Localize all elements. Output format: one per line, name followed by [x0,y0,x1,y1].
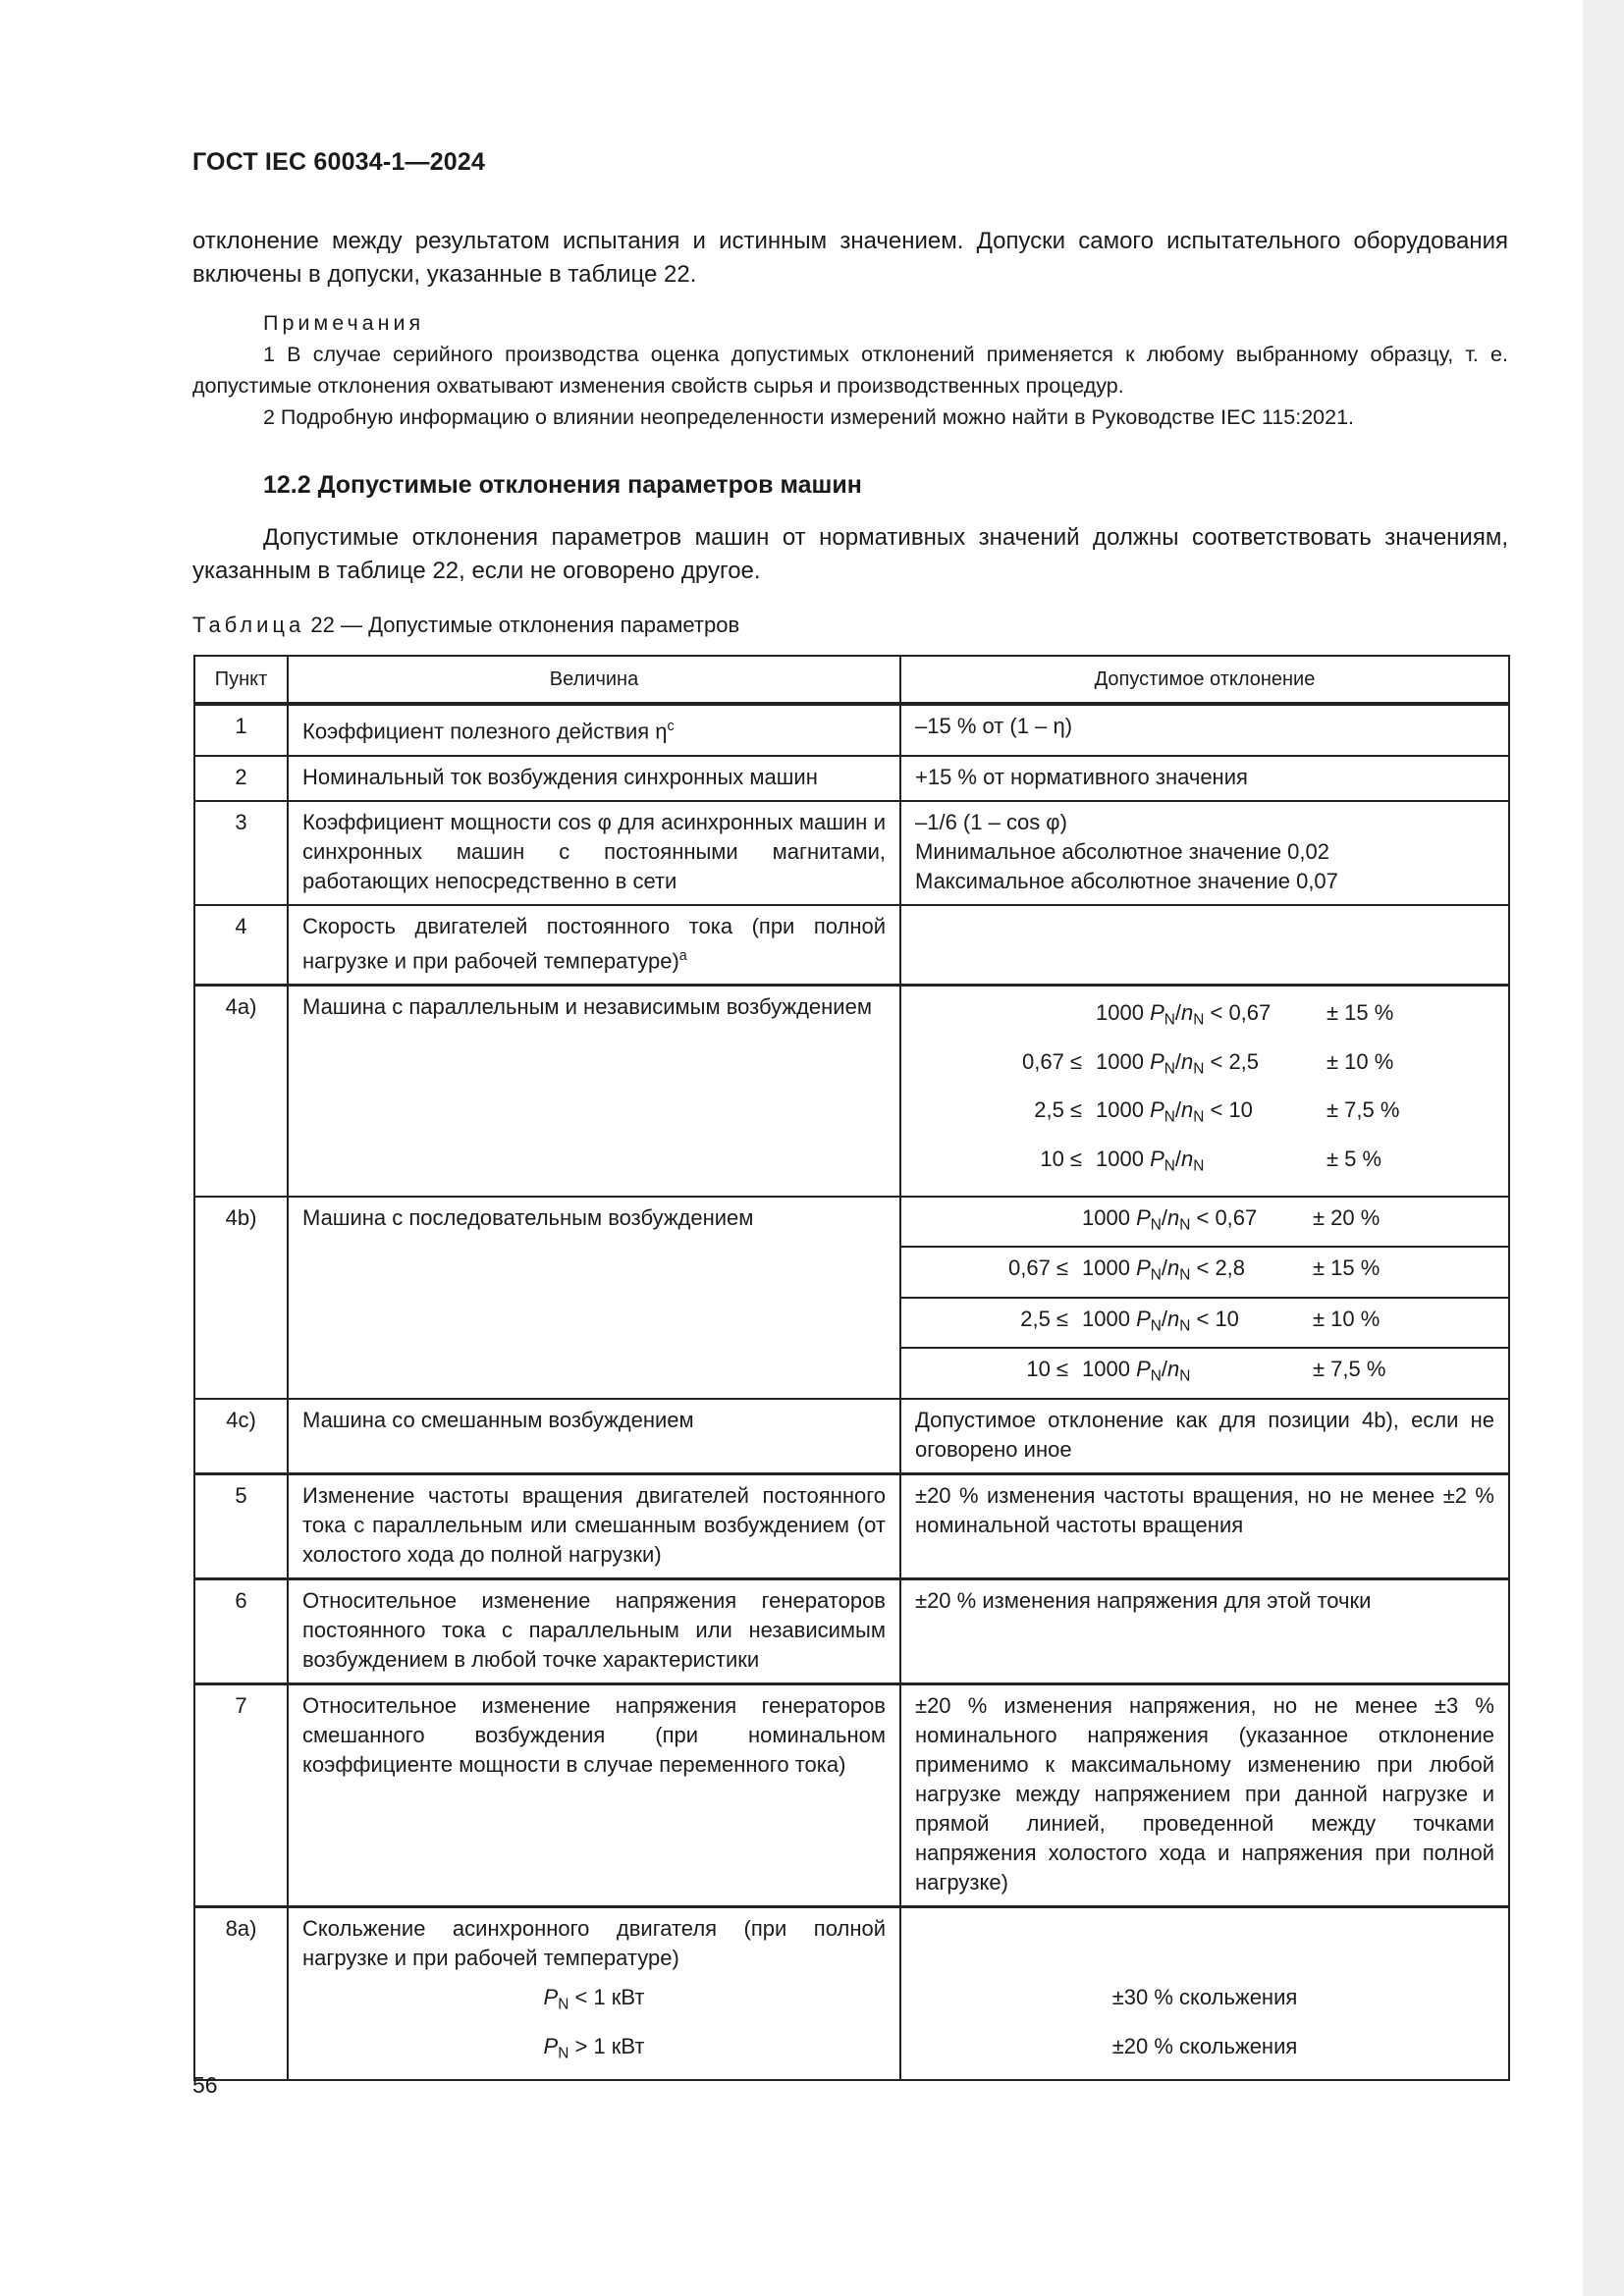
sub-n: N [558,2045,569,2062]
expr-prefix: 1000 [1096,1000,1151,1026]
upper-bound: < 10 [1204,1097,1253,1123]
formula-row [901,1298,1508,1349]
sub-n: N [1193,1011,1205,1029]
row-tolerance [900,986,1509,1197]
formula-tolerance: ± 20 % [1313,1204,1380,1230]
slash: / [1161,1306,1167,1331]
formula-row [915,1041,1494,1091]
quantity-text: Коэффициент полезного действия η [302,719,668,744]
var-n: n [1167,1357,1180,1382]
formula-tolerance: ± 10 % [1313,1298,1508,1349]
var-n: n [1181,1097,1194,1123]
lower-bound: 0,67 ≤ [901,1247,1082,1298]
var-n: n [1181,1146,1194,1171]
formula-table [915,992,1494,1187]
row-tolerance: –15 % от (1 – η) [900,704,1509,756]
sub-n: N [1179,1317,1191,1335]
row-number: 4c) [194,1399,288,1474]
lower-bound [915,992,1096,1041]
table-header-row [194,656,1509,704]
row-tolerance: +15 % от нормативного значения [900,756,1509,801]
sub-n: N [1193,1060,1205,1078]
lower-bound: 10 ≤ [1040,1146,1082,1171]
spacer [915,1914,1494,1973]
table-row [194,1907,1509,2081]
upper-bound: < 0,67 [1190,1204,1258,1230]
document-header-title: ГОСТ IEC 60034-1—2024 [192,148,486,176]
notes-block [192,307,1508,433]
formula-row [901,1348,1508,1398]
quantity-text: Скорость двигателей постоянного тока (при полной нагрузке и при рабочей температуре) [302,913,886,974]
case-condition [302,2022,886,2071]
sub-n: N [1150,1266,1162,1284]
lower-bound: 2,5 ≤ [1034,1097,1082,1123]
table-caption-text: 22 — Допустимые отклонения параметров [310,613,740,637]
case-tolerance: ±20 % скольжения [1111,2034,1298,2059]
expr-prefix: 1000 [1096,1146,1151,1171]
var-n: n [1167,1306,1180,1331]
row-tolerance [900,801,1509,905]
page-number: 56 [192,2072,218,2098]
var-p: P [1136,1357,1151,1382]
header-quantity: Величина [288,656,900,704]
slash: / [1174,1048,1181,1074]
row-tolerance: ±20 % изменения напряжения, но не менее ±3 % номинального напряжения (указанное отклонение применимо к максимальному изменению при любой нагрузке между напряжением при данной нагрузке и прямой линией, проведенной между точками напряжения холостого хода и напряжения при полной нагрузке) [900,1684,1509,1907]
sub-n: N [1164,1011,1175,1029]
tolerance-line: –1/6 (1 – cos φ) [915,809,1067,834]
row-number: 6 [194,1579,288,1684]
var-p: P [543,1985,559,2010]
sub-n: N [1179,1216,1191,1234]
table-caption-label: Таблица [192,613,305,637]
row-number: 3 [194,801,288,905]
table-row [194,986,1509,1197]
upper-bound: < 2,8 [1190,1255,1246,1281]
expr-prefix: 1000 [1096,1048,1151,1074]
table-row [194,704,1509,756]
var-p: P [1136,1204,1151,1230]
note-item-1: 1 В случае серийного производства оценка допустимых отклонений применяется к любому выбранному образцу, т. е. допустимые отклонения охватывают изменения свойств сырья и производственных процедур. [192,343,1508,398]
expr-prefix: 1000 [1082,1255,1137,1281]
formula-row [901,1198,1508,1248]
section-heading: 12.2 Допустимые отклонения параметров машин [263,471,862,499]
formula-tolerance: ± 7,5 % [1313,1348,1508,1398]
formula-tolerance: ± 10 % [1326,1048,1394,1074]
header-tolerance: Допустимое отклонение [900,656,1509,704]
row-number: 5 [194,1474,288,1579]
slash: / [1174,1000,1181,1026]
lower-bound: 2,5 ≤ [901,1298,1082,1349]
footnote-ref: a [678,947,687,964]
table-row [194,1474,1509,1579]
formula-expression [1082,1298,1313,1349]
row-number: 2 [194,756,288,801]
row-quantity: Изменение частоты вращения двигателей постоянного тока с параллельным или смешанным возбуждением (от холостого хода до полной нагрузки) [288,1474,900,1579]
formula-row [915,1139,1494,1188]
row-number: 7 [194,1684,288,1907]
table-row [194,1197,1509,1399]
intro-paragraph: отклонение между результатом испытания и истинным значением. Допуски самого испытательного оборудования включены в допуски, указанные в таблице 22. [192,228,1508,288]
formula-tolerance: ± 15 % [1326,1000,1394,1026]
sub-n: N [1179,1266,1191,1284]
sub-n: N [1179,1368,1191,1386]
slash: / [1161,1255,1167,1281]
var-p: P [543,2034,559,2059]
lower-bound: 10 ≤ [901,1348,1082,1398]
sub-n: N [558,1996,569,2013]
row-tolerance [900,905,1509,986]
section-paragraph: Допустимые отклонения параметров машин от нормативных значений должны соответствовать значениям, указанным в таблице 22, если не оговорено другое. [192,524,1508,584]
var-p: P [1136,1255,1151,1281]
formula-expression [1096,1041,1326,1091]
notes-title: Примечания [263,311,425,335]
formula-expression [1096,1139,1326,1188]
slash: / [1161,1204,1167,1230]
row-number: 4b) [194,1197,288,1399]
var-p: P [1150,1146,1164,1171]
lower-bound [901,1198,1082,1248]
row-number: 1 [194,704,288,756]
expr-prefix: 1000 [1082,1357,1137,1382]
row-tolerance [900,1907,1509,2081]
table-caption [192,613,739,638]
header-item: Пункт [194,656,288,704]
formula-expression [1096,1090,1326,1139]
row-quantity: Относительное изменение напряжения генераторов постоянного тока с параллельным или независимым возбуждением в любой точке характеристики [288,1579,900,1684]
expr-prefix: 1000 [1096,1097,1151,1123]
row-number: 4a) [194,986,288,1197]
sub-n: N [1193,1108,1205,1126]
condition-text: < 1 кВт [568,1985,645,2010]
var-n: n [1167,1255,1180,1281]
row-quantity: Машина с последовательным возбуждением [288,1197,900,1399]
row-quantity: Относительное изменение напряжения генераторов смешанного возбуждения (при номинальном коэффициенте мощности в случае переменного тока) [288,1684,900,1907]
lower-bound: 0,67 ≤ [1021,1048,1082,1074]
formula-row [901,1247,1508,1298]
slash: / [1174,1146,1181,1171]
upper-bound: < 2,5 [1204,1048,1260,1074]
slash: / [1161,1357,1167,1382]
row-tolerance [900,1197,1509,1399]
sub-n: N [1150,1368,1162,1386]
row-quantity [288,704,900,756]
formula-expression [1082,1198,1313,1248]
row-quantity: Коэффициент мощности cos φ для асинхронных машин и синхронных машин с постоянными магнитами, работающих непосредственно в сети [288,801,900,905]
row-number: 8a) [194,1907,288,2081]
row-number: 4 [194,905,288,986]
table-row [194,1684,1509,1907]
tolerance-line: Максимальное абсолютное значение 0,07 [915,868,1338,893]
sub-n: N [1164,1108,1175,1126]
row-tolerance: ±20 % изменения напряжения для этой точки [900,1579,1509,1684]
note-item-2: 2 Подробную информацию о влиянии неопределенности измерений можно найти в Руководстве IEC 115:2021. [263,405,1354,429]
formula-table [901,1198,1508,1398]
sub-n: N [1150,1216,1162,1234]
quantity-text: Скольжение асинхронного двигателя (при полной нагрузке и при рабочей температуре) [302,1916,886,1971]
tolerance-line: Минимальное абсолютное значение 0,02 [915,838,1329,864]
formula-expression [1096,992,1326,1041]
var-n: n [1167,1204,1180,1230]
row-quantity: Номинальный ток возбуждения синхронных машин [288,756,900,801]
sub-n: N [1193,1157,1205,1175]
upper-bound: < 0,67 [1204,1000,1272,1026]
row-tolerance: ±20 % изменения частоты вращения, но не менее ±2 % номинальной частоты вращения [900,1474,1509,1579]
var-p: P [1150,1097,1164,1123]
var-p: P [1136,1306,1151,1331]
row-quantity: Машина со смешанным возбуждением [288,1399,900,1474]
table-row [194,756,1509,801]
row-tolerance: Допустимое отклонение как для позиции 4b), если не оговорено иное [900,1399,1509,1474]
formula-expression [1082,1247,1313,1298]
var-p: P [1150,1048,1164,1074]
var-n: n [1181,1000,1194,1026]
sub-n: N [1164,1157,1175,1175]
formula-tolerance: ± 15 % [1313,1247,1508,1298]
var-p: P [1150,1000,1164,1026]
upper-bound: < 10 [1190,1306,1239,1331]
expr-prefix: 1000 [1082,1204,1137,1230]
row-quantity: Машина с параллельным и независимым возбуждением [288,986,900,1197]
var-n: n [1181,1048,1194,1074]
formula-row [915,992,1494,1041]
table-row [194,801,1509,905]
sub-n: N [1164,1060,1175,1078]
row-quantity [288,1907,900,2081]
expr-prefix: 1000 [1082,1306,1137,1331]
case-tolerance: ±30 % скольжения [1111,1985,1298,2010]
table-row [194,905,1509,986]
formula-row [915,1090,1494,1139]
footnote-ref: c [667,719,675,734]
sub-n: N [1150,1317,1162,1335]
slash: / [1174,1097,1181,1123]
formula-tolerance: ± 7,5 % [1326,1097,1400,1123]
table-row [194,1579,1509,1684]
formula-expression [1082,1348,1313,1398]
case-condition [302,1973,886,2022]
condition-text: > 1 кВт [568,2034,645,2059]
tolerance-table [193,655,1510,2081]
row-quantity [288,905,900,986]
table-row [194,1399,1509,1474]
formula-tolerance: ± 5 % [1326,1146,1382,1171]
